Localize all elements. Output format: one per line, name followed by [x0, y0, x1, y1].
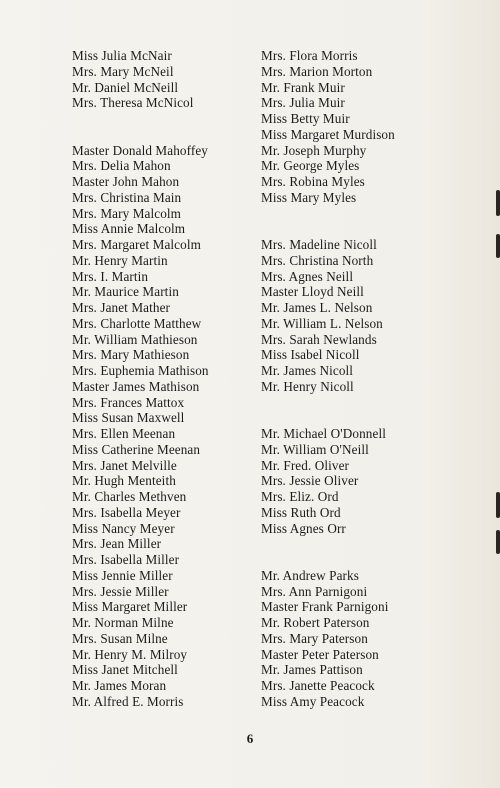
passenger-name: Mrs. Janet Melville: [72, 457, 177, 473]
passenger-name: Mr. Alfred E. Morris: [72, 693, 184, 709]
passenger-name: Mr. James Moran: [72, 678, 167, 693]
passenger-name: Mr. William Mathieson: [72, 331, 198, 347]
passenger-name: Mr. Robert Paterson: [261, 615, 370, 630]
passenger-name: Mrs. Theresa McNicol: [72, 95, 194, 111]
passenger-name: Mrs. Mary Paterson: [261, 630, 368, 646]
passenger-name: Mr. Joseph Murphy: [261, 142, 367, 158]
passenger-name: Miss Janet Mitchell: [72, 662, 178, 678]
passenger-name: Mr. Henry M. Milroy: [72, 646, 188, 662]
passenger-name: Mr. William O'Neill: [261, 441, 369, 457]
passenger-name: Mrs. Mary Malcolm: [72, 205, 182, 221]
passenger-name: Mr. Hugh Menteith: [72, 473, 176, 489]
passenger-name: Mrs. Charlotte Matthew: [72, 315, 202, 331]
passenger-name: Miss Mary Myles: [261, 189, 357, 205]
passenger-name: Mr. Frank Muir: [261, 79, 345, 95]
passenger-name: Miss Catherine Meenan: [72, 441, 201, 457]
name-group: [261, 48, 395, 206]
passenger-name: Mrs. Julia Muir: [261, 95, 345, 111]
passenger-name: Mr. James Pattison: [261, 662, 363, 678]
name-group: [72, 48, 209, 111]
passenger-name: Mrs. Sarah Newlands: [261, 331, 377, 347]
passenger-name: Miss Jennie Miller: [72, 567, 173, 583]
passenger-name: Mrs. Margaret Malcolm: [72, 237, 201, 252]
name-group: [261, 237, 395, 395]
passenger-name: Miss Annie Malcolm: [72, 221, 186, 237]
passenger-name: Mrs. Janet Mather: [72, 300, 171, 315]
edge-mark: [496, 190, 500, 216]
passenger-name: Mrs. Susan Milne: [72, 630, 168, 646]
passenger-name: Mrs. Jean Miller: [72, 536, 162, 552]
passenger-name: Miss Isabel Nicoll: [261, 347, 360, 363]
page-number: 6: [246, 731, 254, 746]
passenger-name: Mrs. Isabella Meyer: [72, 504, 181, 520]
passenger-name: Miss Ruth Ord: [261, 504, 341, 520]
passenger-name: Miss Margaret Murdison: [261, 126, 395, 142]
passenger-name: Mr. George Myles: [261, 158, 360, 174]
passenger-name: Mr. Henry Martin: [72, 252, 168, 268]
passenger-name: Miss Amy Peacock: [261, 693, 365, 709]
passenger-name: Mrs. Mary Mathieson: [72, 347, 190, 363]
passenger-name: Mrs. Jessie Miller: [72, 583, 169, 599]
passenger-name: Mr. Charles Methven: [72, 489, 187, 504]
passenger-name: Mrs. Euphemia Mathison: [72, 363, 209, 378]
passenger-name: Mrs. Christina Main: [72, 189, 182, 205]
passenger-name: Miss Margaret Miller: [72, 599, 188, 615]
group-spacer: [261, 206, 395, 238]
passenger-name: Master James Mathison: [72, 378, 200, 394]
passenger-name: Master Donald Mahoffey: [72, 142, 208, 158]
passenger-name: Master Peter Paterson: [261, 646, 379, 662]
passenger-name: Mrs. Isabella Miller: [72, 552, 180, 567]
passenger-name: Mrs. Marion Morton: [261, 63, 373, 79]
right-column: [261, 48, 395, 710]
passenger-name: Miss Julia McNair: [72, 48, 172, 63]
passenger-name: Mrs. Eliz. Ord: [261, 489, 339, 504]
passenger-name: Miss Agnes Orr: [261, 520, 346, 536]
passenger-name: Mr. Maurice Martin: [72, 284, 179, 300]
passenger-name: Mr. Fred. Oliver: [261, 457, 350, 473]
passenger-name: Mr. James Nicoll: [261, 363, 354, 378]
passenger-name: Mrs. Ann Parnigoni: [261, 583, 368, 599]
passenger-name: Miss Nancy Meyer: [72, 520, 175, 536]
group-spacer: [261, 395, 395, 427]
passenger-name: Mr. Michael O'Donnell: [261, 426, 386, 441]
edge-mark: [496, 234, 500, 258]
passenger-name: Mrs. Flora Morris: [261, 48, 358, 63]
passenger-name: Mrs. I. Martin: [72, 268, 149, 284]
name-group: [261, 568, 395, 710]
passenger-name: Mr. Andrew Parks: [261, 567, 359, 583]
group-spacer: [261, 536, 395, 568]
passenger-name: Mrs. Frances Mattox: [72, 394, 185, 410]
passenger-name: Mrs. Madeline Nicoll: [261, 237, 377, 252]
edge-mark: [496, 492, 500, 518]
passenger-name: Mr. Norman Milne: [72, 615, 174, 630]
passenger-name: Master Frank Parnigoni: [261, 599, 389, 615]
passenger-name: Mrs. Ellen Meenan: [72, 426, 176, 441]
passenger-name: Mrs. Delia Mahon: [72, 158, 171, 174]
passenger-name: Master John Mahon: [72, 174, 180, 189]
name-group: [72, 143, 209, 710]
name-group: [261, 426, 395, 536]
passenger-name: Mrs. Robina Myles: [261, 174, 365, 189]
passenger-name: Mrs. Christina North: [261, 252, 374, 268]
passenger-name: Mrs. Jessie Oliver: [261, 473, 359, 489]
passenger-name: Miss Susan Maxwell: [72, 410, 185, 426]
passenger-name: Mrs. Janette Peacock: [261, 678, 375, 693]
passenger-name: Mr. James L. Nelson: [261, 300, 373, 315]
passenger-name: Mr. Henry Nicoll: [261, 378, 354, 394]
left-column: [72, 48, 209, 710]
passenger-name: Mrs. Agnes Neill: [261, 268, 354, 284]
passenger-name: Mrs. Mary McNeil: [72, 63, 174, 79]
edge-mark: [496, 530, 500, 554]
passenger-name: Master Lloyd Neill: [261, 284, 364, 300]
passenger-name: Mr. Daniel McNeill: [72, 79, 179, 95]
passenger-name: Miss Betty Muir: [261, 111, 350, 126]
passenger-name: Mr. William L. Nelson: [261, 315, 383, 331]
group-spacer: [72, 111, 209, 143]
